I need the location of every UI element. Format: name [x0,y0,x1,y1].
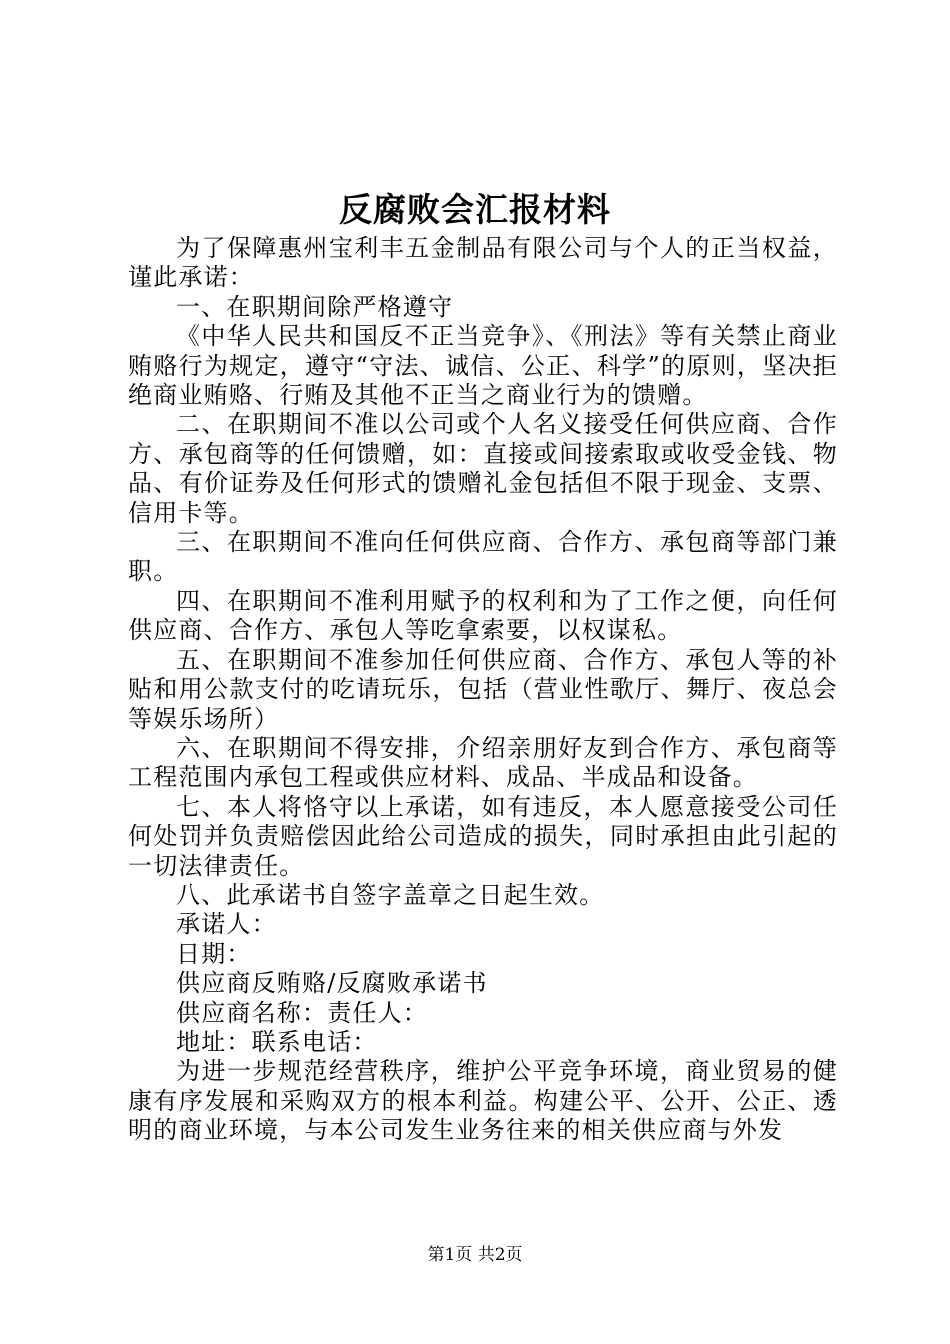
paragraph-address: 地址：联系电话： [176,1027,378,1056]
paragraph-clause-3: 三、在职期间不准向任何供应商、合作方、承包商等部门兼职。 [128,528,838,586]
paragraph-subtitle: 供应商反贿赂/反腐败承诺书 [176,969,488,998]
paragraph-supplier-name: 供应商名称：责任人： [176,998,428,1027]
paragraph-clause-5: 五、在职期间不准参加任何供应商、合作方、承包人等的补贴和用公款支付的吃请玩乐，包括（营业性歌厅、舞厅、夜总会等娱乐场所） [128,645,838,733]
paragraph-intro: 为了保障惠州宝利丰五金制品有限公司与个人的正当权益，谨此承诺： [128,234,838,292]
paragraph-clause-7: 七、本人将恪守以上承诺，如有违反，本人愿意接受公司任何处罚并负责赔偿因此给公司造成的损失，同时承担由此引起的一切法律责任。 [128,792,838,880]
paragraph-clause-1: 一、在职期间除严格遵守 [176,292,454,321]
paragraph-clause-8: 八、此承诺书自签字盖章之日起生效。 [176,880,605,909]
paragraph-clause-4: 四、在职期间不准利用赋予的权利和为了工作之便，向任何供应商、合作方、承包人等吃拿索要，以权谋私。 [128,586,838,645]
page-footer: 第1页 共2页 [427,1245,523,1265]
paragraph-clause-1-detail: 《中华人民共和国反不正当竞争》、《刑法》等有关禁止商业贿赂行为规定，遵守“守法、诚信、公正、科学”的原则，坚决拒绝商业贿赂、行贿及其他不正当之商业行为的馈赠。 [128,322,838,410]
paragraph-date: 日期： [176,939,252,968]
paragraph-promisor: 承诺人： [176,910,277,939]
paragraph-clause-2: 二、在职期间不准以公司或个人名义接受任何供应商、合作方、承包商等的任何馈赠，如：直接或间接索取或收受金钱、物品、有价证券及任何形式的馈赠礼金包括但不限于现金、支票、信用卡等。 [128,410,838,527]
paragraph-supplier-intro: 为进一步规范经营秩序，维护公平竞争环境，商业贸易的健康有序发展和采购双方的根本利益。构建公平、公开、公正、透明的商业环境，与本公司发生业务往来的相关供应商与外发 [128,1057,838,1145]
document-body [128,234,838,1146]
paragraph-clause-6: 六、在职期间不得安排，介绍亲朋好友到合作方、承包商等工程范围内承包工程或供应材料、成品、半成品和设备。 [128,733,838,792]
document-title: 反腐败会汇报材料 [339,190,611,229]
